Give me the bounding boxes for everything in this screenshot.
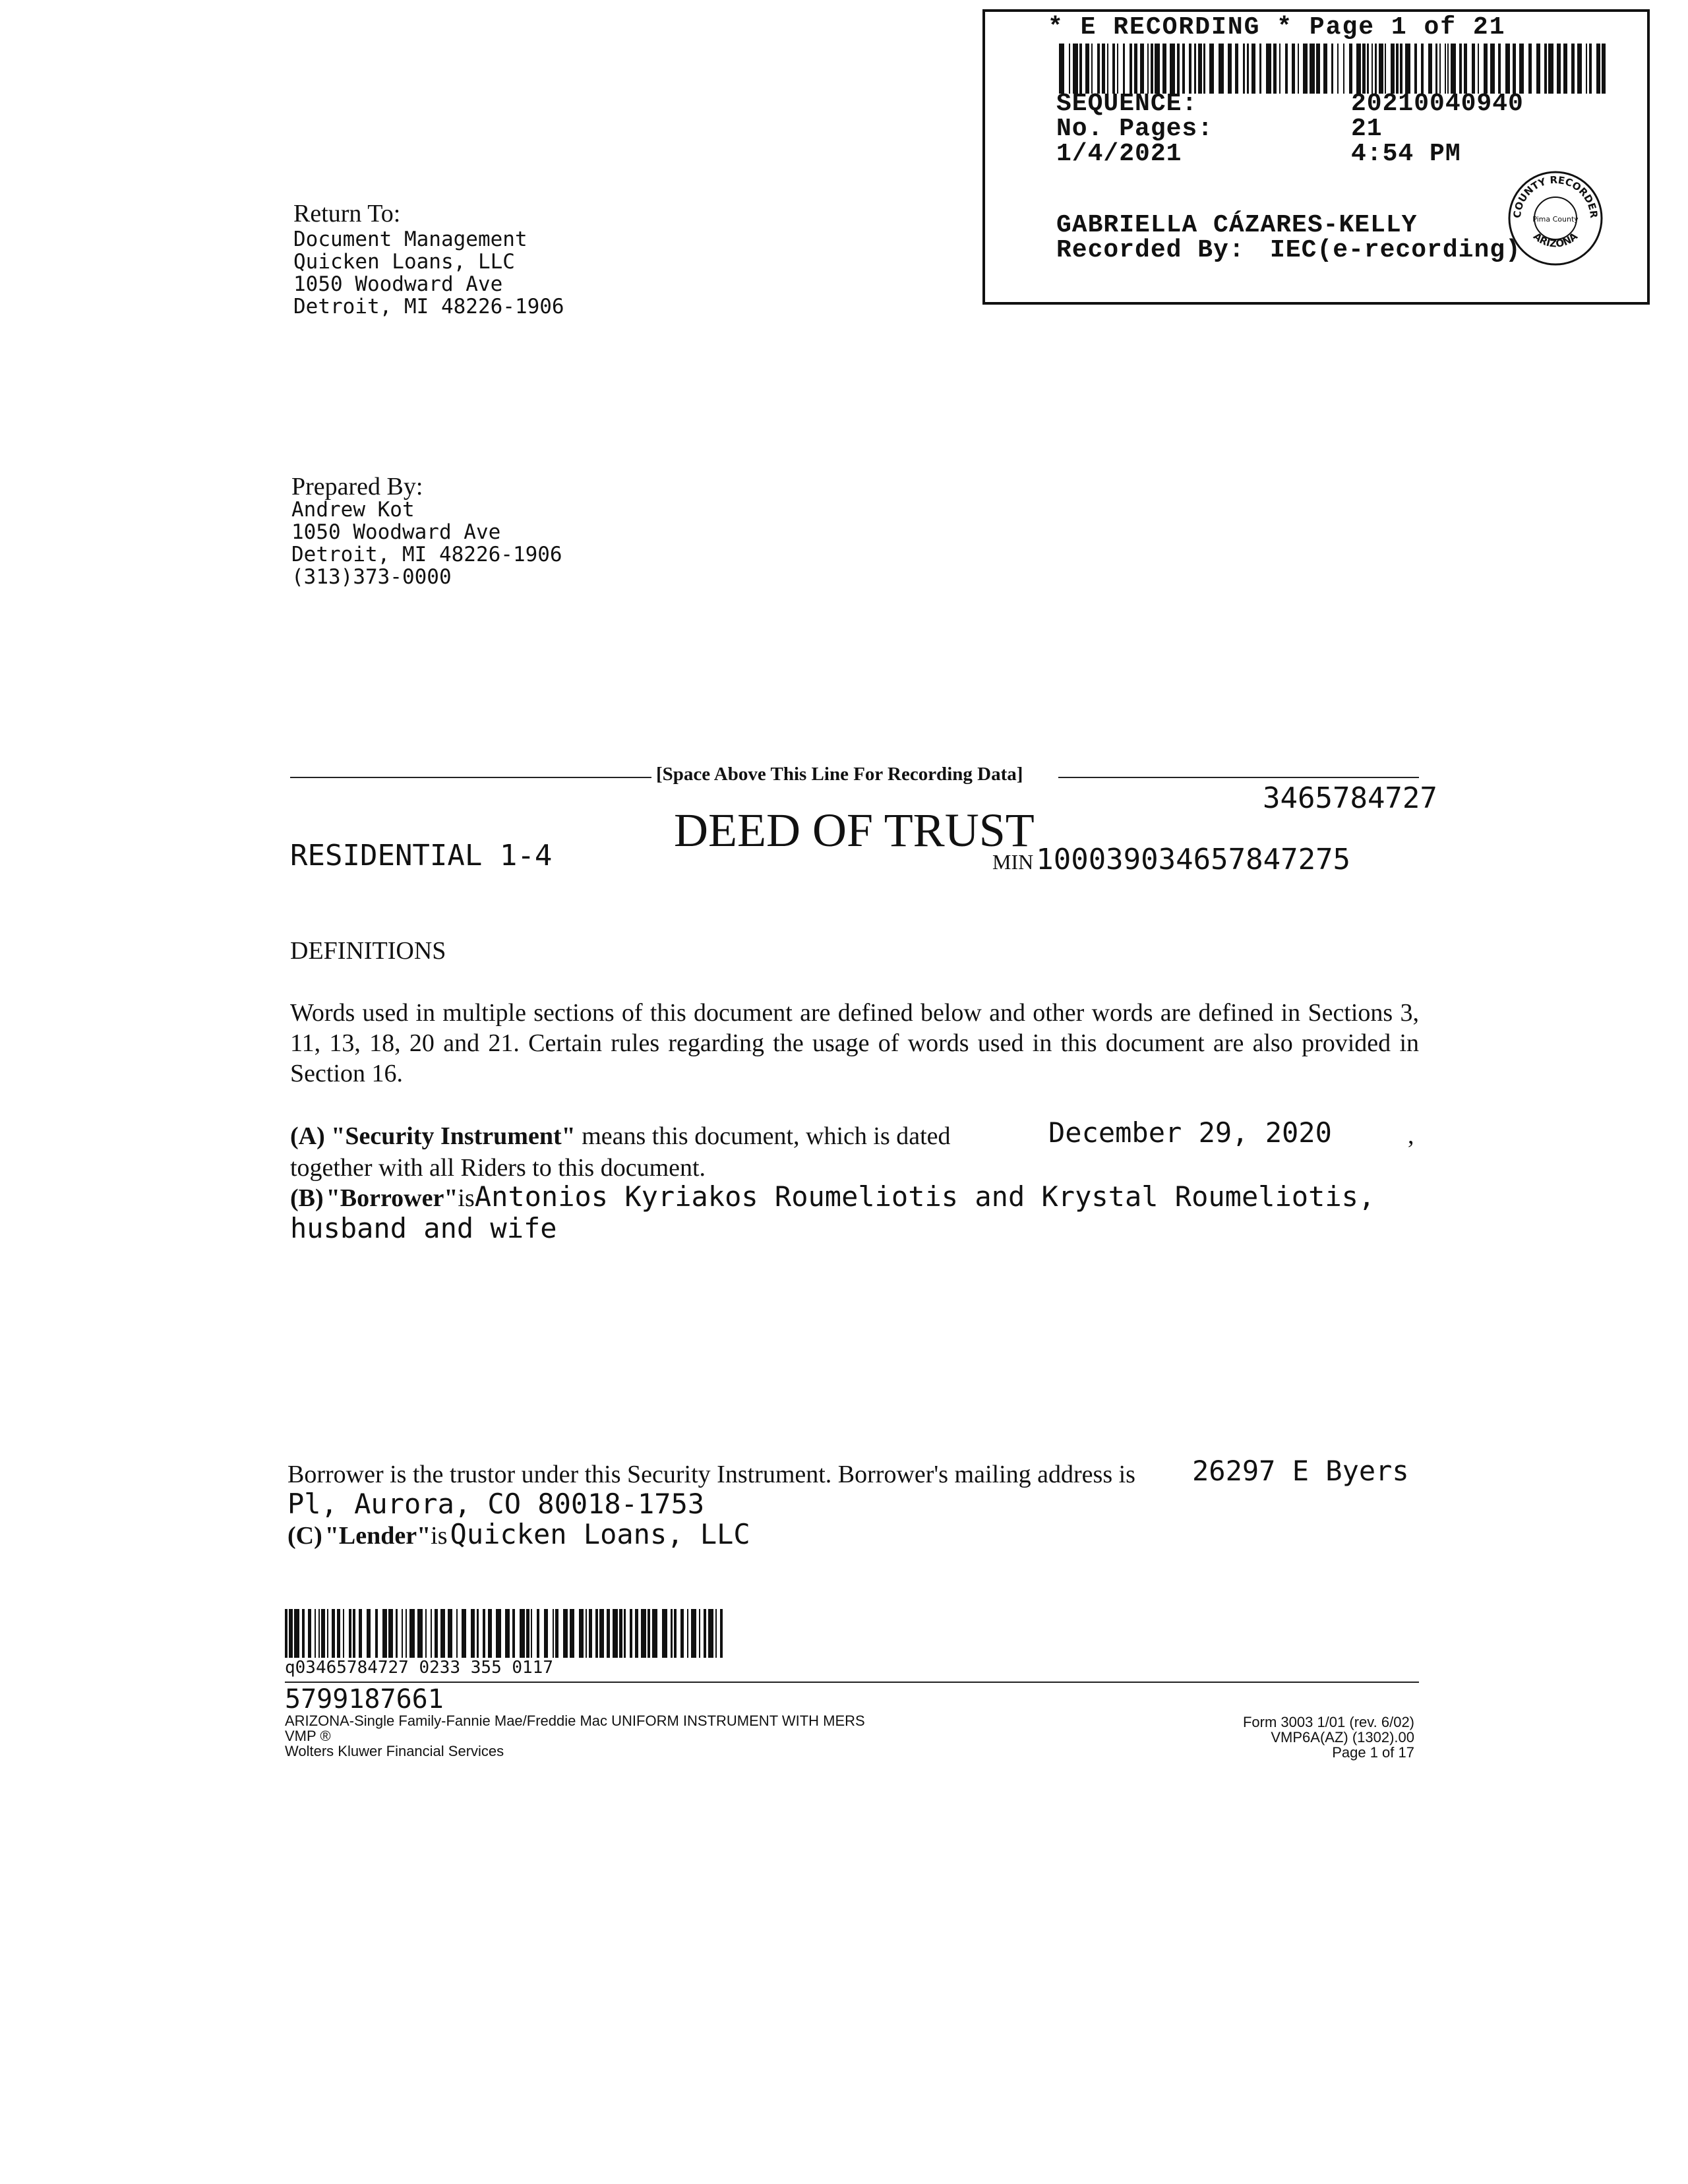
barcode-bar <box>302 1609 305 1658</box>
return-to-line: 1050 Woodward Ave <box>293 272 503 296</box>
barcode-bar <box>595 1609 598 1658</box>
barcode-bar <box>409 1609 415 1658</box>
item-b-line <box>290 1180 1375 1213</box>
recording-stamp <box>982 9 1650 305</box>
barcode-bar <box>367 1609 371 1658</box>
barcode-bar <box>699 1609 700 1658</box>
barcode-bar <box>332 1609 335 1658</box>
barcode-bar <box>1198 44 1202 94</box>
barcode-bar <box>624 1609 626 1658</box>
barcode-bar <box>1107 44 1108 94</box>
barcode-bar <box>1428 44 1432 94</box>
prepared-by-line: (313)373-0000 <box>291 565 452 589</box>
barcode-bar <box>359 1609 362 1658</box>
instrument-date: December 29, 2020 <box>1048 1116 1332 1149</box>
barcode-bar <box>652 1609 657 1658</box>
barcode-bar <box>1396 44 1399 94</box>
barcode-bar <box>1182 44 1185 94</box>
barcode-bar <box>1189 44 1191 94</box>
barcode-bar <box>1391 44 1395 94</box>
borrower-names: Antonios Kyriakos Roumeliotis and Krystal Roumeliotis, <box>474 1180 1375 1213</box>
barcode-bar <box>1130 44 1132 94</box>
return-to-line: Detroit, MI 48226-1906 <box>293 295 564 318</box>
footer-form-code: VMP6A(AZ) (1302).00 <box>1271 1729 1414 1745</box>
prepared-by-line: 1050 Woodward Ave <box>291 520 501 544</box>
item-c-marker: (C) <box>287 1522 322 1550</box>
barcode-bar <box>1563 44 1567 94</box>
barcode-bar <box>579 1609 584 1658</box>
barcode-bar <box>1298 44 1299 94</box>
sequence-label: SEQUENCE: <box>1056 90 1198 118</box>
barcode-bar <box>1251 44 1255 94</box>
barcode-bar <box>704 1609 706 1658</box>
prepared-by-heading: Prepared By: <box>291 473 423 501</box>
stamp-barcode <box>1059 44 1608 94</box>
barcode-bar <box>691 1609 696 1658</box>
barcode-bar <box>402 1609 403 1658</box>
recorded-by-value: IEC(e-recording) <box>1270 236 1521 264</box>
barcode-bar <box>671 1609 673 1658</box>
borrower-names-continued: husband and wife <box>290 1212 557 1244</box>
barcode-bar <box>520 1609 525 1658</box>
barcode-bar <box>555 1609 558 1658</box>
barcode-bar <box>619 1609 622 1658</box>
barcode-bar <box>1059 44 1064 94</box>
pages-value: 21 <box>1351 115 1383 143</box>
barcode-bar <box>553 1609 554 1658</box>
barcode-bar <box>1596 44 1600 94</box>
barcode-bar <box>512 1609 515 1658</box>
item-c-term: "Lender" <box>324 1522 431 1550</box>
barcode-bar <box>687 1609 688 1658</box>
barcode-bar <box>1285 44 1288 94</box>
barcode-bar <box>586 1609 587 1658</box>
return-to-line: Quicken Loans, LLC <box>293 250 515 274</box>
document-barcode <box>285 1609 725 1658</box>
barcode-bar <box>1379 44 1383 94</box>
barcode-bar <box>607 1609 610 1658</box>
barcode-text: q03465784727 0233 355 0117 <box>285 1658 553 1678</box>
barcode-bar <box>1117 44 1118 94</box>
barcode-bar <box>349 1609 351 1658</box>
space-above-label: [Space Above This Line For Recording Data] <box>656 764 1023 785</box>
seal-bottom-text: ARIZONA <box>1530 230 1581 250</box>
item-a-line <box>290 1121 951 1151</box>
barcode-bar <box>321 1609 325 1658</box>
barcode-bar <box>544 1609 548 1658</box>
barcode-bar <box>1586 44 1587 94</box>
prepared-by-block <box>291 475 562 588</box>
barcode-bar <box>382 1609 387 1658</box>
barcode-bar <box>1536 44 1540 94</box>
barcode-bar <box>1112 44 1115 94</box>
barcode-bar <box>435 1609 438 1658</box>
return-to-line: Document Management <box>293 228 528 251</box>
barcode-bar <box>1337 44 1339 94</box>
barcode-bar <box>308 1609 311 1658</box>
barcode-bar <box>1292 44 1295 94</box>
barcode-bar <box>1079 44 1082 94</box>
min-label: MIN <box>992 850 1034 874</box>
barcode-bar <box>294 1609 299 1658</box>
item-c-is: is <box>431 1522 448 1550</box>
barcode-bar <box>1073 44 1078 94</box>
barcode-bar <box>1405 44 1410 94</box>
barcode-bar <box>1435 44 1437 94</box>
barcode-bar <box>1356 44 1361 94</box>
barcode-bar <box>327 1609 328 1658</box>
barcode-bar <box>1421 44 1424 94</box>
barcode-bar <box>1310 44 1315 94</box>
barcode-bar <box>1472 44 1475 94</box>
seal-top-text: COUNTY RECORDER <box>1511 173 1600 219</box>
barcode-bar <box>599 1609 604 1658</box>
barcode-bar <box>1414 44 1417 94</box>
barcode-bar <box>526 1609 529 1658</box>
item-a-marker: (A) <box>290 1122 325 1150</box>
barcode-bar <box>1498 44 1501 94</box>
barcode-bar <box>1155 44 1160 94</box>
barcode-bar <box>505 1609 510 1658</box>
barcode-bar <box>1085 44 1089 94</box>
recording-time: 4:54 PM <box>1351 140 1461 168</box>
item-b-marker: (B) <box>290 1184 324 1212</box>
barcode-bar <box>1177 44 1180 94</box>
barcode-bar <box>448 1609 452 1658</box>
barcode-bar <box>1194 44 1196 94</box>
barcode-bar <box>537 1609 539 1658</box>
barcode-bar <box>1303 44 1308 94</box>
barcode-bar <box>1134 44 1137 94</box>
item-a-term: "Security Instrument" <box>331 1122 576 1150</box>
barcode-bar <box>1577 44 1582 94</box>
trustor-text: Borrower is the trustor under this Security Instrument. Borrower's mailing address is <box>287 1461 1135 1488</box>
barcode-bar <box>1490 44 1495 94</box>
document-title: DEED OF TRUST <box>674 804 1035 857</box>
barcode-bar <box>1140 44 1144 94</box>
barcode-bar <box>635 1609 638 1658</box>
barcode-bar <box>1266 44 1271 94</box>
lender-name: Quicken Loans, LLC <box>450 1518 750 1550</box>
barcode-bar <box>1484 44 1488 94</box>
barcode-bar <box>1259 44 1261 94</box>
loan-number: 3465784727 <box>1263 781 1437 815</box>
barcode-bar <box>1151 44 1153 94</box>
barcode-bar <box>337 1609 340 1658</box>
barcode-bar <box>1323 44 1327 94</box>
barcode-bar <box>289 1609 293 1658</box>
barcode-bar <box>440 1609 445 1658</box>
barcode-bar <box>1247 44 1249 94</box>
footer-vmp: VMP ® <box>285 1728 331 1744</box>
barcode-bar <box>1170 44 1175 94</box>
pages-label: No. Pages: <box>1056 115 1214 143</box>
barcode-bar <box>1228 44 1232 94</box>
barcode-bar <box>285 1609 287 1658</box>
barcode-bar <box>1349 44 1352 94</box>
barcode-bar <box>1362 44 1366 94</box>
min-number <box>992 843 1350 876</box>
return-to-block <box>293 199 564 318</box>
barcode-bar <box>662 1609 667 1658</box>
mailing-address-line1: 26297 E Byers <box>1192 1455 1409 1487</box>
barcode-bar <box>477 1609 479 1658</box>
barcode-bar <box>1069 44 1070 94</box>
return-to-heading: Return To: <box>293 200 401 228</box>
footer-publisher: Wolters Kluwer Financial Services <box>285 1743 504 1759</box>
recorded-by-label: Recorded By: <box>1056 236 1245 264</box>
barcode-bar <box>570 1609 574 1658</box>
definitions-intro: Words used in multiple sections of this document are defined below and other words are defined in Sections 3, 11, 13, 18, 20 and 21. Certain rules regarding the usage of words used in this document are also provided in Section 16. <box>290 999 1419 1087</box>
barcode-bar <box>680 1609 684 1658</box>
barcode-bar <box>1528 44 1532 94</box>
recorder-name: GABRIELLA CÁZARES-KELLY <box>1056 211 1418 239</box>
barcode-bar <box>1589 44 1592 94</box>
barcode-bar <box>1513 44 1516 94</box>
barcode-bar <box>589 1609 592 1658</box>
barcode-bar <box>396 1609 398 1658</box>
footer-doc-number: 5799187661 <box>285 1684 444 1714</box>
min-value: 100039034657847275 <box>1036 843 1351 876</box>
item-a-text: means this document, which is dated <box>582 1122 951 1150</box>
barcode-bar <box>471 1609 475 1658</box>
barcode-bar <box>417 1609 423 1658</box>
barcode-bar <box>1102 44 1105 94</box>
barcode-bar <box>1464 44 1467 94</box>
barcode-bar <box>425 1609 427 1658</box>
recording-date: 1/4/2021 <box>1056 140 1182 168</box>
barcode-bar <box>715 1609 717 1658</box>
barcode-bar <box>456 1609 458 1658</box>
barcode-bar <box>630 1609 632 1658</box>
item-c-line <box>287 1518 750 1550</box>
recording-divider-left <box>290 777 651 778</box>
barcode-bar <box>708 1609 713 1658</box>
barcode-bar <box>1385 44 1386 94</box>
barcode-bar <box>1367 44 1369 94</box>
barcode-bar <box>648 1609 650 1658</box>
barcode-bar <box>1273 44 1277 94</box>
barcode-bar <box>488 1609 492 1658</box>
barcode-bar <box>1400 44 1402 94</box>
definitions-heading: DEFINITIONS <box>290 937 446 965</box>
barcode-bar <box>406 1609 407 1658</box>
barcode-bar <box>1147 44 1149 94</box>
barcode-bar <box>613 1609 618 1658</box>
barcode-bar <box>1316 44 1320 94</box>
barcode-bar <box>1097 44 1100 94</box>
barcode-bar <box>1219 44 1224 94</box>
barcode-bar <box>388 1609 393 1658</box>
barcode-bar <box>1331 44 1333 94</box>
barcode-bar <box>1571 44 1575 94</box>
barcode-bar <box>375 1609 378 1658</box>
seal-center-text: Pima County <box>1532 215 1579 224</box>
property-type: RESIDENTIAL 1-4 <box>290 839 553 872</box>
barcode-bar <box>483 1609 485 1658</box>
barcode-bar <box>1343 44 1344 94</box>
barcode-bar <box>1557 44 1561 94</box>
barcode-bar <box>1203 44 1205 94</box>
barcode-bar <box>1091 44 1093 94</box>
item-b-is: is <box>458 1184 475 1212</box>
footer-form-number: Form 3003 1/01 (rev. 6/02) <box>1242 1714 1414 1730</box>
barcode-bar <box>1505 44 1510 94</box>
barcode-bar <box>343 1609 344 1658</box>
barcode-bar <box>1279 44 1281 94</box>
barcode-bar <box>1375 44 1377 94</box>
barcode-bar <box>1602 44 1606 94</box>
barcode-bar <box>1459 44 1462 94</box>
barcode-bar <box>1544 44 1547 94</box>
barcode-bar <box>1519 44 1524 94</box>
barcode-bar <box>353 1609 355 1658</box>
item-b-term: "Borrower" <box>326 1184 458 1212</box>
barcode-bar <box>1372 44 1373 94</box>
mailing-address-line2: Pl, Aurora, CO 80018-1753 <box>287 1488 705 1520</box>
barcode-bar <box>315 1609 316 1658</box>
footer-page-number: Page 1 of 17 <box>1332 1744 1414 1761</box>
barcode-bar <box>531 1609 532 1658</box>
barcode-bar <box>1451 44 1456 94</box>
barcode-bar <box>1548 44 1553 94</box>
prepared-by-line: Andrew Kot <box>291 498 415 522</box>
barcode-bar <box>318 1609 320 1658</box>
barcode-bar <box>641 1609 646 1658</box>
barcode-bar <box>1162 44 1166 94</box>
barcode-bar <box>462 1609 466 1658</box>
barcode-bar <box>1478 44 1479 94</box>
barcode-bar <box>563 1609 568 1658</box>
prepared-by-line: Detroit, MI 48226-1906 <box>291 543 562 566</box>
sequence-value: 20210040940 <box>1351 90 1524 118</box>
barcode-bar <box>674 1609 677 1658</box>
barcode-bar <box>1235 44 1238 94</box>
barcode-bar <box>1439 44 1441 94</box>
barcode-bar <box>1445 44 1446 94</box>
footer-form-description: ARIZONA-Single Family-Fannie Mae/Freddie Mac UNIFORM INSTRUMENT WITH MERS <box>285 1713 865 1729</box>
county-recorder-seal <box>1506 169 1605 268</box>
barcode-bar <box>1243 44 1245 94</box>
barcode-bar <box>720 1609 723 1658</box>
barcode-bar <box>1447 44 1449 94</box>
stamp-header: * E RECORDING * Page 1 of 21 <box>1048 13 1506 42</box>
footer-divider <box>285 1682 1419 1683</box>
barcode-bar <box>1123 44 1125 94</box>
barcode-bar <box>496 1609 501 1658</box>
item-a-continuation: together with all Riders to this document. <box>290 1154 706 1182</box>
barcode-bar <box>1209 44 1214 94</box>
item-a-comma: , <box>1408 1122 1414 1149</box>
barcode-bar <box>431 1609 432 1658</box>
recording-divider-right <box>1058 777 1419 778</box>
